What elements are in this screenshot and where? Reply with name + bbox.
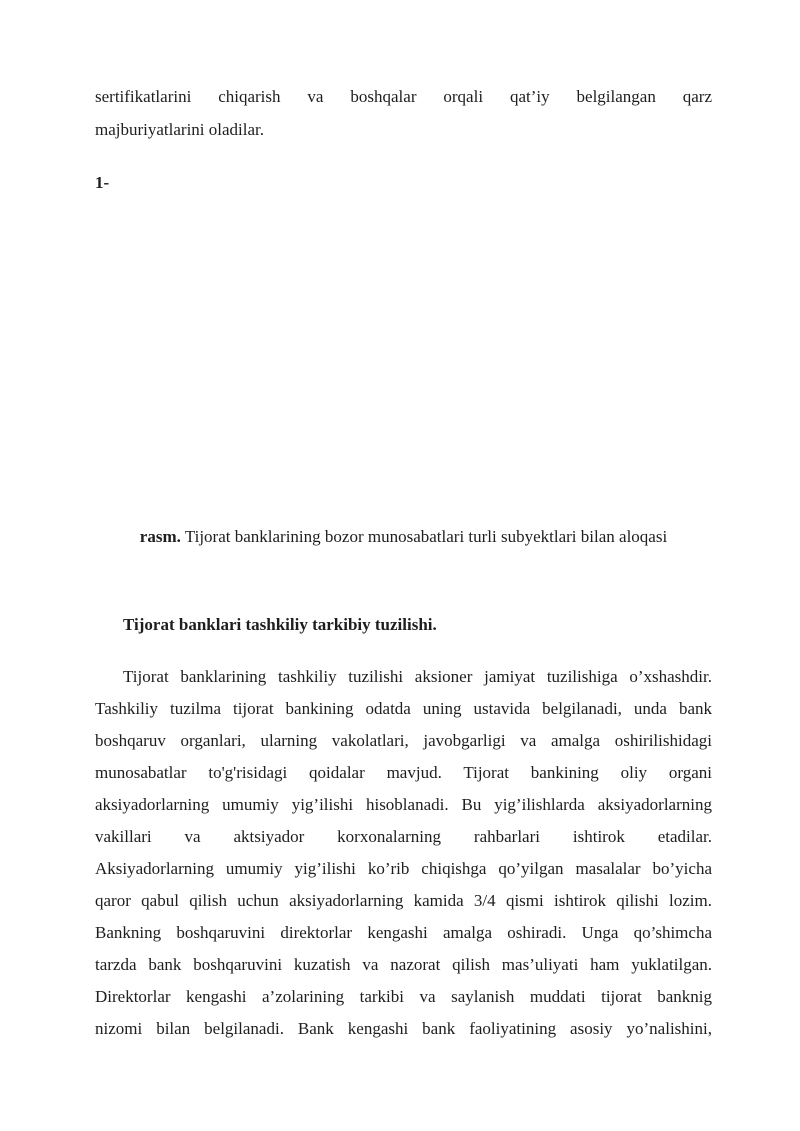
text-line: Bankning boshqaruvini direktorlar kengashi amalga oshiradi. Unga qo’shimcha — [95, 923, 712, 942]
figure-area — [95, 199, 712, 520]
caption-text: Tijorat banklarining bozor munosabatlari turli subyektlari bilan aloqasi — [180, 527, 668, 546]
text-line: Tijorat banklarining tashkiliy tuzilishi aksioner jamiyat tuzilishiga o’xshashdir. — [123, 667, 712, 686]
text-line: aksiyadorlarning umumiy yig’ilishi hisoblanadi. Bu yig’ilishlarda aksiyadorlarning — [95, 795, 712, 814]
section-heading: Tijorat banklari tashkiliy tarkibiy tuzilishi. — [123, 615, 437, 634]
figure-number-label: 1- — [95, 173, 110, 192]
figure-caption — [95, 520, 712, 553]
text-line: Direktorlar kengashi a’zolarining tarkibi va saylanish muddati tijorat banknig — [95, 987, 712, 1006]
text-line: tarzda bank boshqaruvini kuzatish va nazorat qilish mas’uliyati ham yuklatilgan. — [95, 955, 712, 974]
text-line: sertifikatlarini chiqarish va boshqalar orqali qat’iy belgilangan qarz — [95, 87, 712, 106]
text-line: majburiyatlarini oladilar. — [95, 120, 265, 139]
text-line: munosabatlar to'g'risidagi qoidalar mavjud. Tijorat bankining oliy organi — [95, 763, 712, 782]
text-line: Tashkiliy tuzilma tijorat bankining odatda uning ustavida belgilanadi, unda bank — [95, 699, 712, 718]
paragraph-continuation — [95, 80, 712, 146]
text-line: Aksiyadorlarning umumiy yig’ilishi ko’rib chiqishga qo’yilgan masalalar bo’yicha — [95, 859, 712, 878]
text-line: nizomi bilan belgilanadi. Bank kengashi bank faoliyatining asosiy yo’nalishini, — [95, 1019, 712, 1038]
body-paragraph — [95, 661, 712, 1045]
text-line: qaror qabul qilish uchun aksiyadorlarning kamida 3/4 qismi ishtirok qilishi lozim. — [95, 891, 712, 910]
text-line: vakillari va aktsiyador korxonalarning rahbarlari ishtirok etadilar. — [95, 827, 712, 846]
caption-figure-word: rasm. — [139, 527, 181, 546]
text-line: boshqaruv organlari, ularning vakolatlari, javobgarligi va amalga oshirilishidagi — [95, 731, 712, 750]
